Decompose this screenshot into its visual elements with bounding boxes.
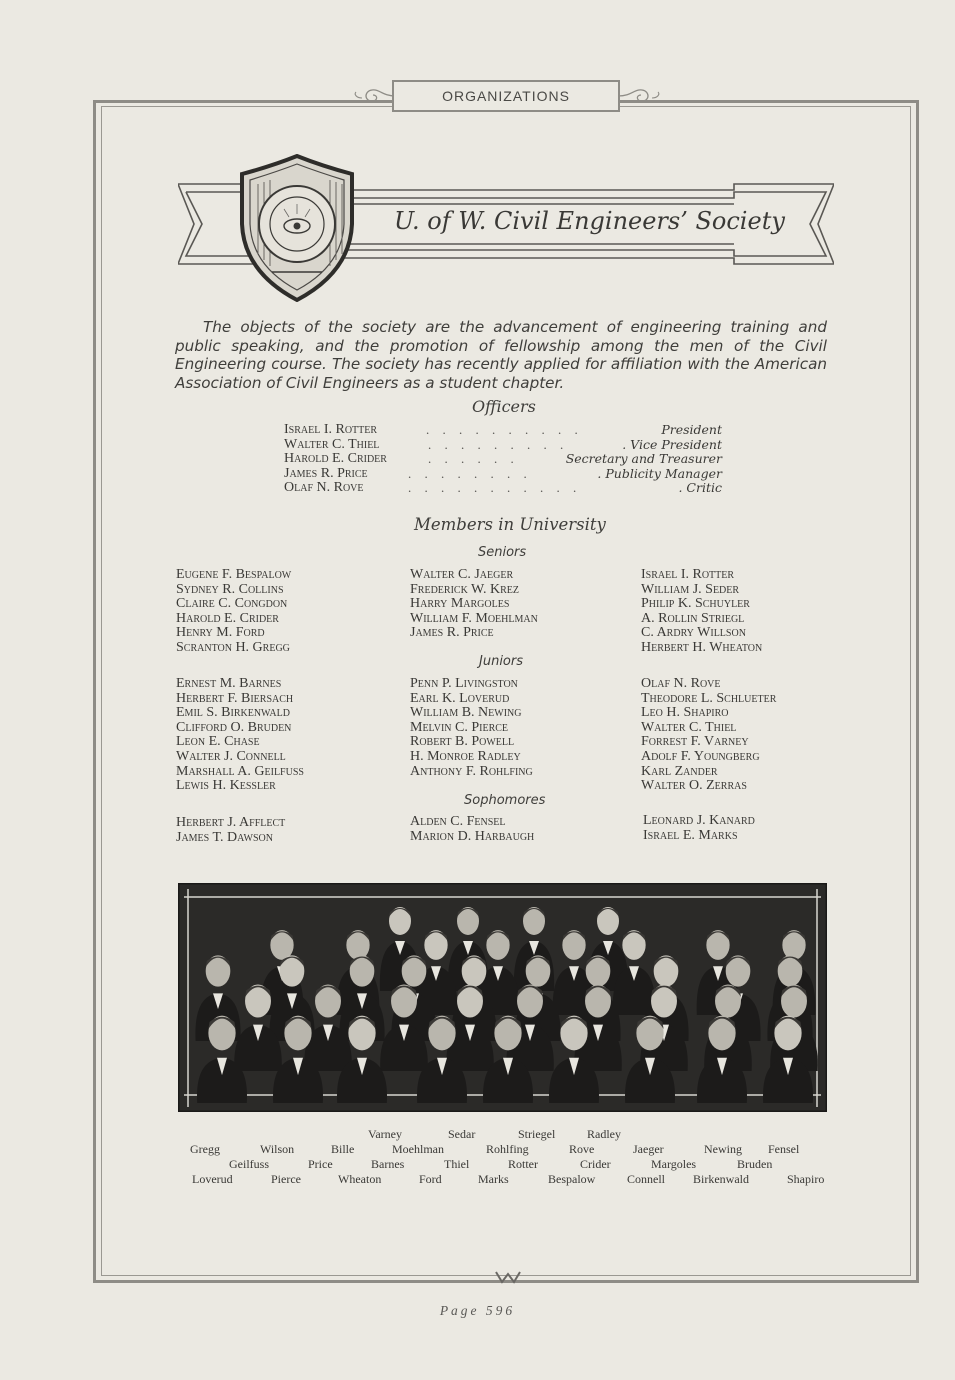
member-name: Forrest F. Varney — [641, 734, 749, 750]
member-name: Earl K. Loverud — [410, 690, 510, 706]
member-name: Eugene F. Bespalow — [176, 567, 292, 582]
member-name: Emil S. Birkenwald — [176, 705, 290, 721]
member-name: A. Rollin Striegl — [641, 610, 745, 626]
scroll-ornament-left — [352, 86, 396, 106]
officer-name: Olaf N. Rove — [284, 480, 364, 496]
officer-title: President — [661, 422, 722, 437]
caption-name: Geilfuss — [229, 1157, 269, 1171]
caption-name: Gregg — [190, 1142, 220, 1156]
caption-name: Radley — [587, 1127, 621, 1141]
caption-name: Wilson — [260, 1142, 295, 1156]
caption-name: Thiel — [444, 1157, 470, 1171]
caption-name: Birkenwald — [693, 1172, 749, 1186]
member-name: Israel E. Marks — [643, 827, 738, 843]
officers-list — [284, 423, 722, 496]
member-name: William B. Newing — [410, 705, 522, 721]
member-name: Sydney R. Collins — [176, 581, 284, 597]
member-name: Olaf N. Rove — [641, 676, 721, 691]
juniors-column-1 — [176, 677, 304, 794]
officer-name: Israel I. Rotter — [284, 422, 378, 437]
officer-name: Harold E. Crider — [284, 451, 387, 467]
member-name: Leonard J. Kanard — [643, 813, 755, 828]
intro-paragraph — [175, 318, 827, 392]
officer-row — [284, 438, 722, 453]
member-name: Leon E. Chase — [176, 734, 260, 750]
juniors-heading: Juniors — [479, 654, 523, 669]
caption-name: Ford — [419, 1172, 442, 1186]
member-name: Anthony F. Rohlfing — [410, 763, 533, 779]
caption-name: Rohlfing — [486, 1142, 529, 1156]
member-name: Theodore L. Schlueter — [641, 690, 777, 706]
member-name: H. Monroe Radley — [410, 748, 521, 764]
member-name: Alden C. Fensel — [410, 814, 506, 829]
scroll-ornament-right — [618, 86, 662, 106]
officer-row — [284, 452, 722, 467]
member-name: Leo H. Shapiro — [641, 705, 729, 721]
member-name: William J. Seder — [641, 581, 740, 597]
sophomores-column-2 — [410, 815, 534, 844]
member-name: Walter C. Thiel — [641, 719, 737, 735]
member-name: Robert B. Powell — [410, 734, 515, 750]
member-name: Walter O. Zerras — [641, 778, 747, 794]
caption-name: Newing — [704, 1142, 742, 1156]
member-name: Henry M. Ford — [176, 625, 265, 641]
member-name: Karl Zander — [641, 763, 718, 779]
intro-text: The objects of the society are the advancement of engineering training and public speaking, and the promotion of fellowship among the men of the Civil Engineering course. The society has recently applied for affiliation with the American Association of Civil Engineers as a student chapter. — [175, 318, 827, 392]
officer-row — [284, 467, 722, 482]
officer-title: Secretary and Treasurer — [565, 451, 722, 467]
caption-name: Barnes — [371, 1157, 405, 1171]
member-name: Ernest M. Barnes — [176, 676, 282, 691]
page-title: U. of W. Civil Engineers’ Society — [394, 207, 785, 235]
caption-name: Sedar — [448, 1127, 476, 1141]
caption-name: Loverud — [192, 1172, 233, 1186]
member-name: James T. Dawson — [176, 829, 273, 845]
juniors-column-2 — [410, 677, 533, 779]
officer-row — [284, 423, 722, 438]
caption-name: Bespalow — [548, 1172, 596, 1186]
member-name: Herbert J. Afflect — [176, 815, 286, 830]
footer-w-emblem — [494, 1270, 522, 1284]
member-name: Philip K. Schuyler — [641, 596, 750, 612]
member-name: Herbert F. Biersach — [176, 690, 294, 706]
leader-dots: . . . . . . . . . . — [426, 422, 583, 437]
member-name: Walter J. Connell — [176, 748, 286, 764]
member-name: Herbert H. Wheaton — [641, 639, 763, 655]
leader-dots: . . . . . . . . — [408, 465, 532, 481]
caption-name: Price — [308, 1157, 333, 1171]
member-name: Israel I. Rotter — [641, 567, 735, 582]
university-seal-icon — [232, 154, 362, 302]
caption-name: Rove — [569, 1142, 595, 1156]
officer-title: . Vice President — [622, 436, 722, 452]
members-heading: Members in University — [414, 515, 606, 534]
member-name: William F. Moehlman — [410, 610, 538, 626]
member-name: Harold E. Crider — [176, 610, 279, 626]
caption-name: Bille — [331, 1142, 355, 1156]
sophomores-column-1 — [176, 816, 285, 845]
seniors-heading: Seniors — [478, 545, 527, 560]
sophomores-column-3 — [643, 814, 755, 843]
member-name: Adolf F. Youngberg — [641, 748, 760, 764]
group-photograph — [178, 883, 827, 1112]
member-name: Clifford O. Bruden — [176, 719, 292, 735]
member-name: Marshall A. Geilfuss — [176, 763, 304, 779]
caption-name: Varney — [368, 1127, 402, 1141]
caption-name: Bruden — [737, 1157, 773, 1171]
caption-name: Shapiro — [787, 1172, 825, 1186]
officer-title: . Critic — [678, 480, 722, 496]
officer-title: . Publicity Manager — [597, 465, 722, 481]
caption-name: Connell — [627, 1172, 665, 1186]
member-name: C. Ardry Willson — [641, 625, 746, 641]
leader-dots: . . . . . . — [428, 451, 519, 467]
caption-name: Striegel — [518, 1127, 556, 1141]
member-name: Harry Margoles — [410, 596, 510, 612]
caption-name: Pierce — [271, 1172, 301, 1186]
caption-name: Moehlman — [392, 1142, 444, 1156]
member-name: Melvin C. Pierce — [410, 719, 509, 735]
seniors-column-1 — [176, 568, 291, 656]
officer-name: James R. Price — [284, 465, 368, 481]
leader-dots: . . . . . . . . . — [428, 436, 569, 452]
caption-name: Jaeger — [633, 1142, 664, 1156]
member-name: James R. Price — [410, 625, 494, 641]
officers-heading: Officers — [472, 397, 536, 416]
page-number: Page 596 — [439, 1303, 516, 1318]
member-name: Scranton H. Gregg — [176, 639, 290, 655]
member-name: Frederick W. Krez — [410, 581, 519, 597]
member-name: Claire C. Congdon — [176, 596, 288, 612]
caption-name: Crider — [580, 1157, 611, 1171]
member-name: Lewis H. Kessler — [176, 778, 276, 794]
section-header-tab — [392, 80, 620, 112]
officer-name: Walter C. Thiel — [284, 436, 380, 452]
juniors-column-3 — [641, 677, 776, 794]
caption-name: Marks — [478, 1172, 509, 1186]
seniors-column-3 — [641, 568, 762, 656]
member-name: Penn P. Livingston — [410, 676, 518, 691]
member-name: Walter C. Jaeger — [410, 567, 514, 582]
seniors-column-2 — [410, 568, 538, 641]
section-header-label: ORGANIZATIONS — [442, 88, 570, 104]
caption-name: Rotter — [508, 1157, 538, 1171]
sophomores-heading: Sophomores — [464, 793, 546, 808]
caption-name: Fensel — [768, 1142, 800, 1156]
caption-name: Wheaton — [338, 1172, 382, 1186]
leader-dots: . . . . . . . . . . . — [408, 480, 582, 496]
officer-row — [284, 481, 722, 496]
caption-name: Margoles — [651, 1157, 697, 1171]
member-name: Marion D. Harbaugh — [410, 828, 535, 844]
